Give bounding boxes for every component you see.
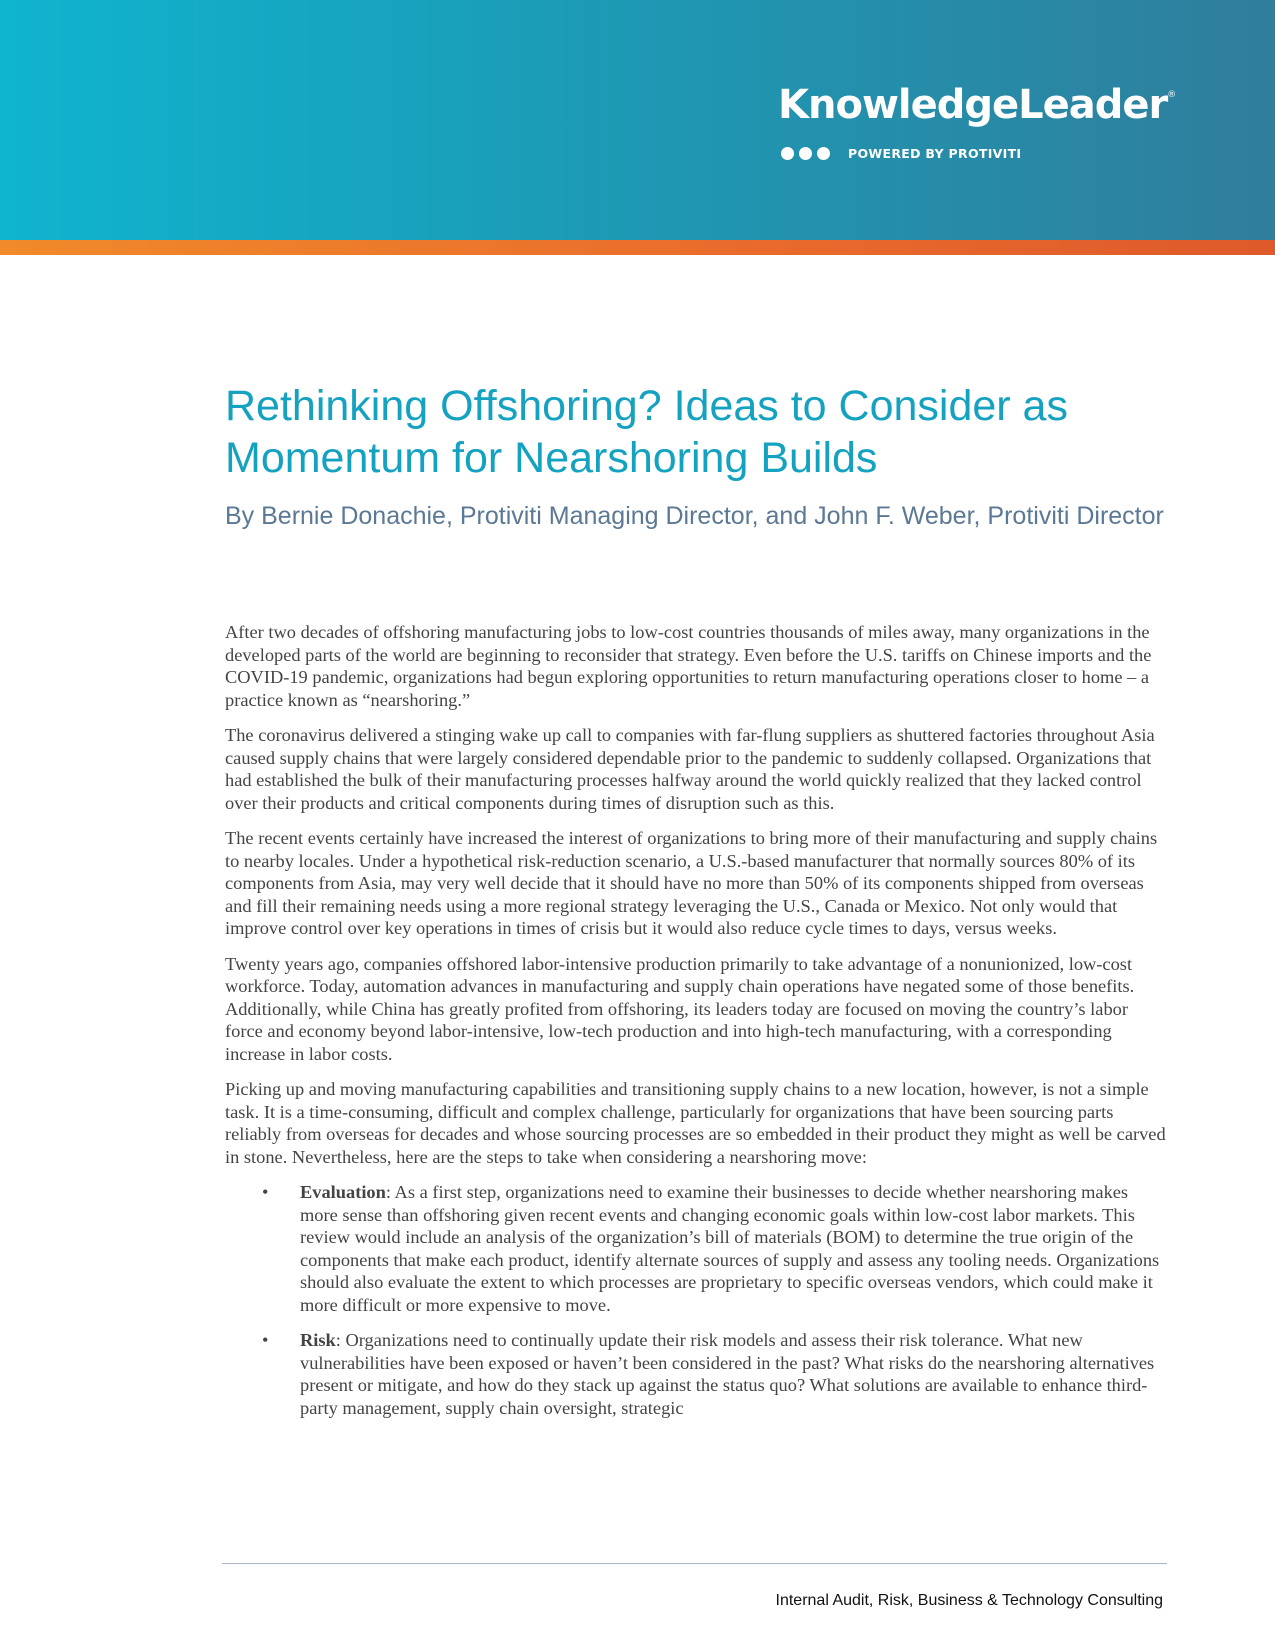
bullet-icon: • — [262, 1330, 269, 1350]
paragraph: Twenty years ago, companies offshored labor-intensive production primarily to take advantage of a nonunionized, low-cost workforce. Today, automation advances in manufacturing and supply chain operations have negated some of those benefits. Additionally, while China has greatly profited from offshoring, its leaders today are focused on moving the country’s labor force and economy beyond labor-intensive, low-tech production and into high-tech manufacturing, with a corresponding increase in labor costs. — [225, 953, 1135, 1064]
header-banner — [0, 0, 1275, 240]
dot-icon — [817, 147, 830, 160]
paragraph: Picking up and moving manufacturing capabilities and transitioning supply chains to a new location, however, is not a simple task. It is a time-consuming, difficult and complex challenge, particularly for organizations that have been sourcing parts reliably from overseas for decades and whose sourcing processes are so embedded in their product they might as well be carved in stone. Nevertheless, here are the steps to take when considering a nearshoring move: — [225, 1079, 1166, 1167]
registered-mark: ® — [1167, 90, 1176, 100]
list-item-text: : Organizations need to continually update their risk models and assess their risk tolerance. What new vulnerabilities have been exposed or haven’t been considered in the past? What risks do the nearshoring alternatives present or mitigate, and how do they stack up against the status quo? What solutions are available to enhance third-party management, supply chain oversight, strategic — [300, 1330, 1155, 1418]
footer-divider — [222, 1563, 1167, 1564]
list-item-text: : As a first step, organizations need to examine their businesses to decide whether nearshoring makes more sense than offshoring given recent events and changing economic goals within low-cost labor markets. This review would include an analysis of the organization’s bill of materials (BOM) to determine the true origin of the components that make each product, identify alternate sources of supply and assess any tooling needs. Organizations should also evaluate the extent to which processes are proprietary to specific overseas vendors, which could make it more difficult or more expensive to move. — [300, 1182, 1160, 1315]
logo-tagline: POWERED BY PROTIVITI — [848, 146, 1022, 161]
list-item-term: Evaluation — [300, 1182, 386, 1202]
list-item-term: Risk — [300, 1330, 336, 1350]
article-body — [225, 621, 1170, 1432]
article-byline: By Bernie Donachie, Protiviti Managing Director, and John F. Weber, Protiviti Director — [225, 502, 1164, 530]
paragraph: After two decades of offshoring manufacturing jobs to low-cost countries thousands of miles away, many organizations in the developed parts of the world are beginning to reconsider that strategy. Even before the U.S. tariffs on Chinese imports and the COVID-19 pandemic, organizations had begun exploring opportunities to return manufacturing operations closer to home – a practice known as “nearshoring.” — [225, 622, 1152, 710]
footer-tagline: Internal Audit, Risk, Business & Technology Consulting — [775, 1592, 1163, 1609]
protiviti-dots-icon — [781, 147, 830, 160]
list-item — [262, 1329, 1170, 1419]
article-title: Rethinking Offshoring? Ideas to Consider as Momentum for Nearshoring Builds — [225, 382, 1068, 482]
dot-icon — [781, 147, 794, 160]
knowledgeleader-logo[interactable] — [778, 82, 1175, 128]
steps-list — [225, 1181, 1170, 1419]
accent-bar — [0, 240, 1275, 255]
logo-text: KnowledgeLeader — [778, 82, 1168, 128]
paragraph: The coronavirus delivered a stinging wake up call to companies with far-flung suppliers as shuttered factories throughout Asia caused supply chains that were largely considered dependable prior to the pandemic to suddenly collapsed. Organizations that had established the bulk of their manufacturing processes halfway around the world quickly realized that they lacked control over their products and critical components during times of disruption such as this. — [225, 725, 1155, 813]
bullet-icon: • — [262, 1182, 269, 1202]
list-item — [262, 1181, 1170, 1316]
dot-icon — [799, 147, 812, 160]
paragraph: The recent events certainly have increased the interest of organizations to bring more of their manufacturing and supply chains to nearby locales. Under a hypothetical risk-reduction scenario, a U.S.-based manufacturer that normally sources 80% of its components from Asia, may very well decide that it should have no more than 50% of its components shipped from overseas and fill their remaining needs using a more regional strategy leveraging the U.S., Canada or Mexico. Not only would that improve control over key operations in times of crisis but it would also reduce cycle times to days, versus weeks. — [225, 828, 1158, 938]
